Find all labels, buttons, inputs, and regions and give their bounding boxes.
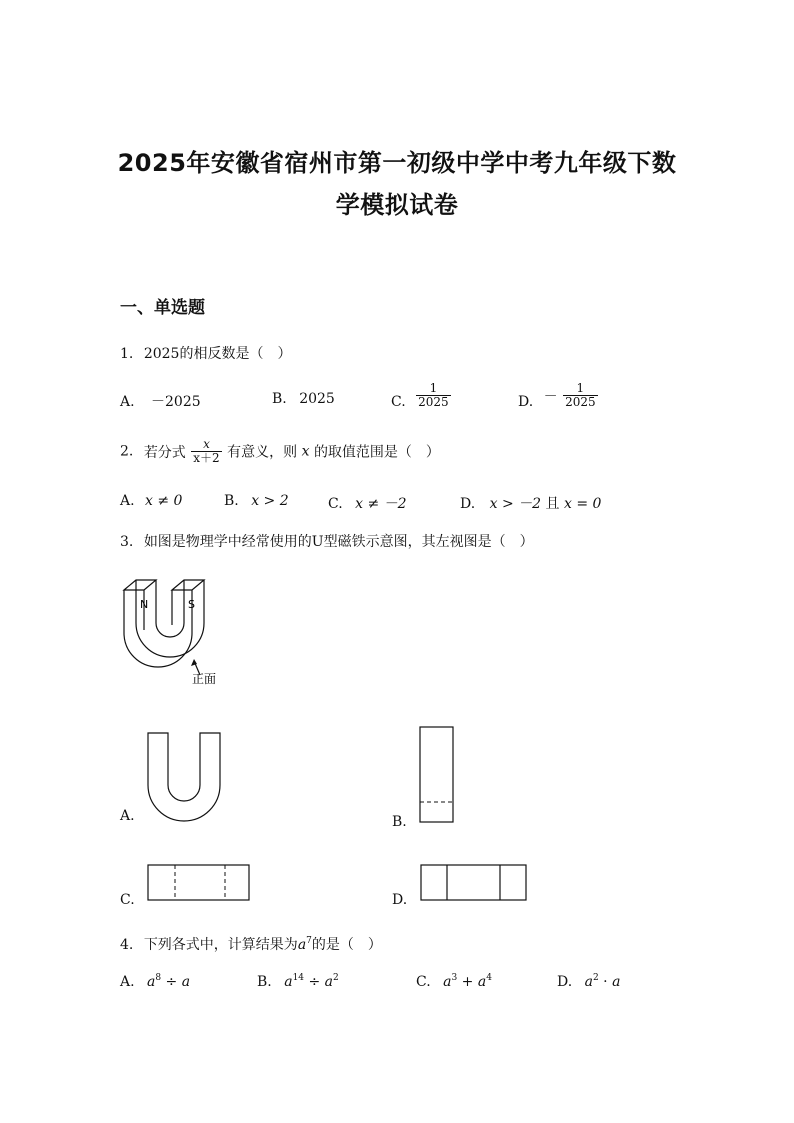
option-label: A. [120, 394, 135, 410]
fraction [416, 382, 451, 409]
q2-option-c[interactable] [328, 493, 407, 513]
option-label: C. [416, 974, 431, 990]
option-label: B. [257, 974, 272, 990]
fraction-denominator: 2025 [565, 395, 596, 409]
q3-option-a-figure[interactable] [146, 731, 222, 823]
variable: x [301, 443, 310, 460]
option-label: D. [557, 974, 573, 990]
option-conjunction: 且 [545, 496, 560, 512]
variable: a [181, 974, 191, 990]
question-3 [120, 531, 534, 551]
q3-option-b-label[interactable]: B. [392, 814, 407, 830]
operator: ÷ [304, 974, 325, 990]
question-1 [120, 343, 291, 363]
q3-option-d-label[interactable]: D. [392, 892, 408, 908]
option-value: 2025 [299, 391, 335, 407]
q3-option-c-figure[interactable] [147, 864, 251, 902]
q4-option-d[interactable] [557, 974, 620, 990]
question-4 [120, 934, 382, 954]
exponent: 2 [593, 973, 599, 983]
option-label: C. [328, 496, 343, 512]
q3-option-c-label[interactable]: C. [120, 892, 135, 908]
option-label: B. [224, 493, 239, 509]
exponent: 7 [306, 936, 312, 946]
q1-option-a[interactable] [120, 391, 201, 411]
exponent: 8 [155, 973, 162, 983]
q2-option-d[interactable] [460, 493, 601, 513]
question-text: 有意义，则 [227, 444, 298, 461]
fraction [563, 382, 598, 409]
option-value: x ≠ 0 [145, 493, 183, 509]
operator: + [457, 974, 478, 990]
page-title-line1: 2025年安徽省宿州市第一初级中学中考九年级下数 [117, 149, 677, 177]
north-pole-label: N [140, 598, 149, 611]
exponent: 3 [451, 973, 458, 983]
variable: a [324, 974, 334, 990]
option-value: x = 0 [563, 496, 602, 512]
q1-option-d[interactable] [518, 382, 599, 409]
page-title-line2: 学模拟试卷 [335, 191, 459, 219]
q4-option-c[interactable] [416, 974, 492, 990]
operator: ÷ [161, 974, 182, 990]
option-label: D. [460, 496, 476, 512]
variable: a [284, 974, 293, 990]
variable: a [297, 937, 307, 953]
question-text: 的取值范围是（ ） [313, 444, 440, 461]
q3-option-d-figure[interactable] [420, 864, 528, 902]
option-label: A. [120, 974, 135, 990]
south-pole-label: S [188, 598, 195, 611]
section-heading: 一、单选题 [120, 298, 205, 318]
exponent: 2 [333, 973, 339, 983]
option-value: x > －2 [489, 496, 542, 512]
fraction-denominator: 2025 [418, 395, 449, 409]
option-label: C. [391, 393, 406, 410]
minus-sign: － [543, 388, 558, 405]
exponent: 4 [486, 973, 492, 983]
q3-option-b-figure[interactable] [419, 726, 455, 824]
fraction-numerator: x [191, 438, 221, 452]
option-value: x ≠ －2 [355, 496, 407, 512]
option-value: －2025 [151, 394, 201, 410]
magnet-figure [118, 575, 238, 690]
q2-option-a[interactable] [120, 493, 182, 509]
option-label: D. [518, 393, 534, 410]
question-text: 如图是物理学中经常使用的U型磁铁示意图，其左视图是（ ） [143, 534, 534, 550]
q1-option-c[interactable] [391, 382, 452, 409]
fraction-numerator: 1 [563, 382, 598, 396]
variable: a [147, 974, 156, 990]
operator: · [598, 974, 613, 990]
fraction-numerator: 1 [416, 382, 451, 396]
question-text: 的是（ ） [311, 937, 382, 953]
option-label: A. [120, 493, 135, 509]
q3-option-a-label[interactable]: A. [120, 808, 135, 824]
question-number: 3. [120, 534, 134, 550]
fraction-denominator: x＋2 [193, 451, 220, 465]
option-label: B. [272, 391, 287, 407]
variable: a [477, 974, 487, 990]
question-number: 4. [120, 937, 134, 953]
question-text: 若分式 [143, 444, 186, 461]
question-text: 2025的相反数是（ ） [143, 346, 292, 362]
q2-option-b[interactable] [224, 493, 289, 509]
question-text: 下列各式中，计算结果为 [143, 937, 298, 953]
question-number: 2. [120, 443, 134, 460]
q4-option-a[interactable] [120, 974, 190, 990]
variable: a [612, 974, 621, 990]
q4-option-b[interactable] [257, 974, 339, 990]
q1-option-b[interactable] [272, 391, 335, 407]
option-value: x > 2 [251, 493, 289, 509]
exponent: 14 [292, 973, 305, 983]
question-number: 1. [120, 346, 134, 362]
variable: a [584, 974, 593, 990]
front-label: 正面 [192, 672, 217, 686]
fraction [191, 438, 221, 465]
variable: a [443, 974, 452, 990]
question-2 [120, 438, 440, 465]
